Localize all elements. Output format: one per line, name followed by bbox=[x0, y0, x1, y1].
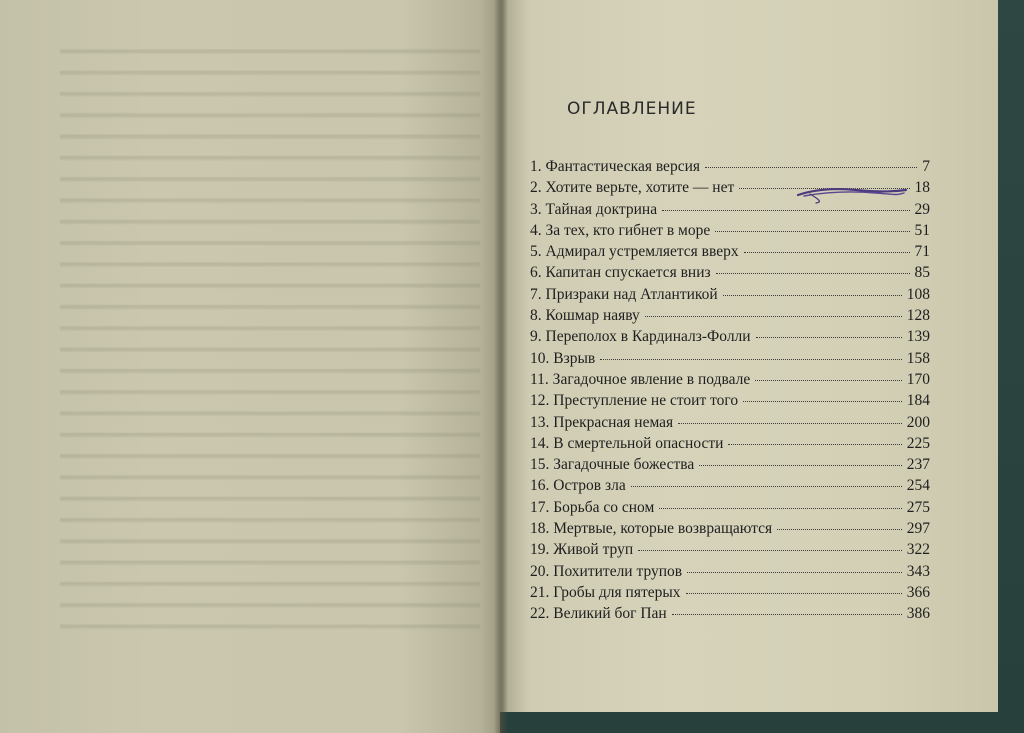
toc-entry bbox=[530, 371, 930, 392]
dot-leader bbox=[638, 550, 902, 551]
toc-entry bbox=[530, 158, 930, 179]
toc-entry-title: 3. Тайная доктрина bbox=[530, 200, 658, 218]
toc-entry-page: 51 bbox=[914, 221, 930, 239]
dot-leader bbox=[686, 593, 902, 594]
toc-entry bbox=[530, 605, 930, 626]
toc-entry-title: 8. Кошмар наяву bbox=[530, 307, 640, 325]
dot-leader bbox=[678, 423, 902, 424]
toc-entry-title: 10. Взрыв bbox=[530, 349, 596, 367]
dot-leader bbox=[723, 295, 902, 296]
toc-entry bbox=[530, 541, 930, 562]
toc-entry bbox=[530, 435, 930, 456]
toc-entry-page: 200 bbox=[906, 413, 930, 431]
dot-leader bbox=[744, 252, 910, 253]
toc-entry-title: 1. Фантастическая версия bbox=[530, 158, 700, 175]
toc-entry-page: 158 bbox=[906, 349, 930, 367]
toc-entry bbox=[530, 477, 930, 498]
toc-entry-page: 184 bbox=[906, 392, 930, 410]
toc-entry-page: 71 bbox=[914, 243, 930, 261]
toc-entry bbox=[530, 307, 930, 328]
dot-leader bbox=[687, 572, 902, 573]
toc-entry-title: 16. Остров зла bbox=[530, 477, 626, 495]
toc-entry-title: 4. За тех, кто гибнет в море bbox=[530, 221, 711, 239]
toc-entry bbox=[530, 328, 930, 349]
toc-entry-page: 275 bbox=[906, 498, 930, 516]
dot-leader bbox=[777, 529, 902, 530]
toc-entry-title: 7. Призраки над Атлантикой bbox=[530, 285, 718, 303]
toc-entry bbox=[530, 243, 930, 264]
toc-entry-title: 12. Преступление не стоит того bbox=[530, 392, 739, 410]
ink-scribble-mark bbox=[796, 183, 908, 205]
dot-leader bbox=[631, 486, 902, 487]
toc-entry-page: 128 bbox=[906, 307, 930, 325]
toc-entry bbox=[530, 414, 930, 435]
dot-leader bbox=[662, 210, 909, 211]
toc-entry-page: 237 bbox=[906, 456, 930, 474]
toc-entry-page: 322 bbox=[906, 541, 930, 559]
toc-entry-page: 29 bbox=[914, 200, 930, 218]
toc-entry-page: 7 bbox=[922, 158, 930, 175]
show-through-text bbox=[60, 35, 480, 635]
dot-leader bbox=[600, 359, 902, 360]
toc-entry-page: 139 bbox=[906, 328, 930, 346]
toc-list bbox=[530, 158, 930, 627]
dot-leader bbox=[699, 465, 901, 466]
toc-entry-title: 13. Прекрасная немая bbox=[530, 413, 674, 431]
toc-entry-title: 19. Живой труп bbox=[530, 541, 634, 559]
toc-entry bbox=[530, 520, 930, 541]
toc-entry-page: 170 bbox=[906, 370, 930, 388]
dot-leader bbox=[705, 167, 917, 168]
toc-entry-title: 6. Капитан спускается вниз bbox=[530, 264, 711, 282]
toc-entry-title: 14. В смертельной опасности bbox=[530, 434, 724, 452]
toc-entry-title: 20. Похитители трупов bbox=[530, 562, 683, 580]
toc-entry bbox=[530, 584, 930, 605]
toc-entry bbox=[530, 222, 930, 243]
toc-entry bbox=[530, 456, 930, 477]
dot-leader bbox=[743, 401, 902, 402]
toc-entry-page: 108 bbox=[906, 285, 930, 303]
toc-entry-title: 15. Загадочные божества bbox=[530, 456, 695, 474]
dot-leader bbox=[672, 614, 902, 615]
toc-entry-title: 9. Переполох в Кардиналз-Фолли bbox=[530, 328, 751, 346]
toc-entry-page: 386 bbox=[906, 605, 930, 623]
toc-entry-title: 22. Великий бог Пан bbox=[530, 605, 667, 623]
toc-entry-title: 11. Загадочное явление в подвале bbox=[530, 370, 751, 388]
toc-entry-page: 225 bbox=[906, 434, 930, 452]
dot-leader bbox=[755, 380, 902, 381]
toc-entry-title: 5. Адмирал устремляется вверх bbox=[530, 243, 739, 261]
book-spine-gutter bbox=[494, 0, 508, 733]
toc-entry bbox=[530, 264, 930, 285]
toc-entry-title: 17. Борьба со сном bbox=[530, 498, 655, 516]
dot-leader bbox=[659, 508, 901, 509]
dot-leader bbox=[645, 316, 902, 317]
toc-entry bbox=[530, 392, 930, 413]
toc-entry-page: 18 bbox=[914, 179, 930, 197]
toc-entry-page: 297 bbox=[906, 520, 930, 538]
dot-leader bbox=[728, 444, 901, 445]
toc-entry-page: 85 bbox=[914, 264, 930, 282]
toc-entry bbox=[530, 563, 930, 584]
toc-entry bbox=[530, 286, 930, 307]
toc-entry-page: 254 bbox=[906, 477, 930, 495]
toc-entry-page: 366 bbox=[906, 583, 930, 601]
left-page bbox=[0, 0, 500, 733]
toc-entry-title: 21. Гробы для пятерых bbox=[530, 583, 681, 601]
toc-entry bbox=[530, 499, 930, 520]
toc-heading: ОГЛАВЛЕНИЕ bbox=[567, 99, 697, 119]
dot-leader bbox=[756, 337, 902, 338]
toc-entry-title: 2. Хотите верьте, хотите — нет bbox=[530, 179, 735, 197]
toc-entry-page: 343 bbox=[906, 562, 930, 580]
dot-leader bbox=[715, 231, 909, 232]
dot-leader bbox=[716, 273, 910, 274]
toc-entry-title: 18. Мертвые, которые возвращаются bbox=[530, 520, 773, 538]
toc-entry bbox=[530, 350, 930, 371]
